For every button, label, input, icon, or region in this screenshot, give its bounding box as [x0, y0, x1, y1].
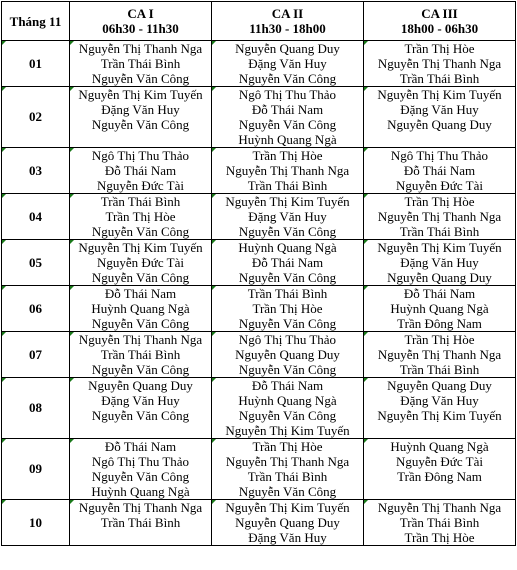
table-row: [2, 439, 516, 455]
shift2-staff-cell: Đặng Văn Huy: [212, 530, 364, 546]
shift3-staff-cell: Trần Thái Bình: [364, 515, 516, 530]
shift3-staff-cell: Ngô Thị Thu Thảo: [364, 148, 516, 164]
table-row: [2, 41, 516, 57]
shift2-staff-cell: Nguyễn Văn Công: [212, 71, 364, 87]
shift3-staff-cell: Trần Thái Bình: [364, 224, 516, 240]
shift1-staff-cell: Đỗ Thái Nam: [70, 286, 212, 302]
shift2-staff-cell: Nguyễn Văn Công: [212, 117, 364, 132]
shift3-staff-cell: Huỳnh Quang Ngà: [364, 301, 516, 316]
shift3-staff-cell: Đặng Văn Huy: [364, 102, 516, 117]
shift2-staff-cell: Nguyễn Văn Công: [212, 408, 364, 423]
shift3-staff-cell: Đỗ Thái Nam: [364, 286, 516, 302]
table-row: [2, 393, 516, 408]
shift3-staff-cell: Nguyễn Thị Thanh Nga: [364, 347, 516, 362]
shift1-staff-cell: Nguyễn Đức Tài: [70, 178, 212, 194]
table-row: [2, 209, 516, 224]
shift1-staff-cell: [70, 132, 212, 148]
table-row: [2, 454, 516, 469]
shift1-staff-cell: Ngô Thị Thu Thảo: [70, 454, 212, 469]
shift1-staff-cell: Nguyễn Đức Tài: [70, 255, 212, 270]
shift3-header: [364, 2, 516, 41]
table-row: [2, 378, 516, 394]
shift3-staff-cell: [364, 423, 516, 439]
table-row: [2, 500, 516, 516]
shift1-staff-cell: Nguyễn Quang Duy: [70, 378, 212, 394]
shift2-staff-cell: Nguyễn Văn Công: [212, 316, 364, 332]
shift2-staff-cell: Nguyễn Quang Duy: [212, 515, 364, 530]
shift1-staff-cell: Nguyễn Thị Thanh Nga: [70, 500, 212, 516]
shift3-staff-cell: Đặng Văn Huy: [364, 255, 516, 270]
shift3-staff-cell: Nguyễn Đức Tài: [364, 178, 516, 194]
shift3-staff-cell: Nguyễn Thị Kim Tuyến: [364, 408, 516, 423]
shift3-staff-cell: Trần Thị Hòe: [364, 41, 516, 57]
table-row: [2, 347, 516, 362]
shift2-header: [212, 2, 364, 41]
shift3-staff-cell: Trần Đông Nam: [364, 316, 516, 332]
table-row: [2, 301, 516, 316]
day-date-cell: 03: [2, 148, 70, 194]
shift3-staff-cell: Nguyễn Thị Thanh Nga: [364, 500, 516, 516]
shift1-staff-cell: Huỳnh Quang Ngà: [70, 301, 212, 316]
shift2-staff-cell: Trần Thái Bình: [212, 469, 364, 484]
shift2-staff-cell: Ngô Thị Thu Thảo: [212, 332, 364, 348]
month-header: Tháng 11: [2, 2, 70, 41]
shift1-staff-cell: Huỳnh Quang Ngà: [70, 484, 212, 500]
shift1-staff-cell: Nguyễn Thị Kim Tuyến: [70, 87, 212, 103]
day-date-cell: 06: [2, 286, 70, 332]
shift1-staff-cell: Nguyễn Văn Công: [70, 362, 212, 378]
shift1-staff-cell: Nguyễn Văn Công: [70, 71, 212, 87]
shift2-staff-cell: Nguyễn Quang Duy: [212, 347, 364, 362]
table-row: [2, 163, 516, 178]
shift1-staff-cell: Trần Thái Bình: [70, 515, 212, 530]
table-row: [2, 423, 516, 439]
shift1-staff-cell: Đặng Văn Huy: [70, 393, 212, 408]
shift2-staff-cell: Đỗ Thái Nam: [212, 255, 364, 270]
shift3-staff-cell: Trần Thị Hòe: [364, 194, 516, 210]
shift2-staff-cell: Nguyễn Thị Thanh Nga: [212, 454, 364, 469]
shift1-staff-cell: Nguyễn Văn Công: [70, 270, 212, 286]
shift2-staff-cell: Huỳnh Quang Ngà: [212, 393, 364, 408]
shift2-staff-cell: Huỳnh Quang Ngà: [212, 132, 364, 148]
shift2-staff-cell: Nguyễn Thị Kim Tuyến: [212, 423, 364, 439]
shift2-staff-cell: Trần Thái Bình: [212, 286, 364, 302]
table-row: [2, 71, 516, 87]
shift3-staff-cell: Đỗ Thái Nam: [364, 163, 516, 178]
shift1-header: [70, 2, 212, 41]
shift3-staff-cell: Trần Đông Nam: [364, 469, 516, 484]
shift2-staff-cell: Đỗ Thái Nam: [212, 102, 364, 117]
table-row: [2, 87, 516, 103]
shift-schedule-table: [1, 1, 516, 546]
shift3-staff-cell: Nguyễn Thị Thanh Nga: [364, 56, 516, 71]
day-date-cell: 08: [2, 378, 70, 439]
shift3-time: 18h00 - 06h30: [400, 21, 479, 36]
table-row: [2, 255, 516, 270]
shift2-staff-cell: Nguyễn Văn Công: [212, 484, 364, 500]
shift3-staff-cell: Nguyễn Quang Duy: [364, 378, 516, 394]
day-date-cell: 01: [2, 41, 70, 87]
shift1-staff-cell: Nguyễn Thị Kim Tuyến: [70, 240, 212, 256]
shift2-staff-cell: Đỗ Thái Nam: [212, 378, 364, 394]
shift3-staff-cell: [364, 484, 516, 500]
table-row: [2, 316, 516, 332]
shift1-staff-cell: Ngô Thị Thu Thảo: [70, 148, 212, 164]
shift3-staff-cell: Nguyễn Thị Thanh Nga: [364, 209, 516, 224]
shift2-staff-cell: Huỳnh Quang Ngà: [212, 240, 364, 256]
shift1-staff-cell: Nguyễn Văn Công: [70, 224, 212, 240]
shift3-staff-cell: Trần Thị Hòe: [364, 332, 516, 348]
shift1-time: 06h30 - 11h30: [102, 21, 179, 36]
shift2-staff-cell: Đặng Văn Huy: [212, 209, 364, 224]
shift1-staff-cell: Trần Thái Bình: [70, 347, 212, 362]
day-date-cell: 02: [2, 87, 70, 148]
shift1-staff-cell: Nguyễn Văn Công: [70, 469, 212, 484]
shift2-staff-cell: Nguyễn Thị Kim Tuyến: [212, 500, 364, 516]
shift2-staff-cell: Nguyễn Văn Công: [212, 362, 364, 378]
shift3-staff-cell: Nguyễn Thị Kim Tuyến: [364, 87, 516, 103]
shift1-staff-cell: [70, 423, 212, 439]
schedule-body: [2, 41, 516, 546]
shift3-staff-cell: [364, 132, 516, 148]
day-date-cell: 05: [2, 240, 70, 286]
table-row: [2, 270, 516, 286]
shift2-staff-cell: Ngô Thị Thu Thảo: [212, 87, 364, 103]
day-date-cell: 09: [2, 439, 70, 500]
shift2-staff-cell: Nguyễn Quang Duy: [212, 41, 364, 57]
shift3-staff-cell: Trần Thái Bình: [364, 362, 516, 378]
shift2-staff-cell: Nguyễn Thị Kim Tuyến: [212, 194, 364, 210]
table-row: [2, 469, 516, 484]
table-row: [2, 102, 516, 117]
shift1-staff-cell: Nguyễn Thị Thanh Nga: [70, 41, 212, 57]
shift3-staff-cell: Huỳnh Quang Ngà: [364, 439, 516, 455]
shift1-staff-cell: Nguyễn Thị Thanh Nga: [70, 332, 212, 348]
shift2-staff-cell: Trần Thị Hòe: [212, 148, 364, 164]
table-row: [2, 332, 516, 348]
shift3-staff-cell: Trần Thái Bình: [364, 71, 516, 87]
table-row: [2, 408, 516, 423]
shift2-staff-cell: Đặng Văn Huy: [212, 56, 364, 71]
table-row: [2, 530, 516, 546]
table-row: [2, 224, 516, 240]
shift3-staff-cell: Nguyễn Quang Duy: [364, 270, 516, 286]
shift1-staff-cell: Đỗ Thái Nam: [70, 439, 212, 455]
shift2-staff-cell: Nguyễn Văn Công: [212, 270, 364, 286]
shift2-staff-cell: Trần Thị Hòe: [212, 301, 364, 316]
shift1-staff-cell: Trần Thái Bình: [70, 194, 212, 210]
table-row: [2, 132, 516, 148]
shift1-staff-cell: [70, 530, 212, 546]
shift2-name: CA II: [271, 6, 304, 21]
shift1-staff-cell: Đỗ Thái Nam: [70, 163, 212, 178]
table-row: [2, 117, 516, 132]
day-date-cell: 04: [2, 194, 70, 240]
shift3-staff-cell: Nguyễn Quang Duy: [364, 117, 516, 132]
shift2-time: 11h30 - 18h00: [249, 21, 326, 36]
table-row: [2, 484, 516, 500]
shift1-staff-cell: Nguyễn Văn Công: [70, 408, 212, 423]
shift3-staff-cell: Nguyễn Thị Kim Tuyến: [364, 240, 516, 256]
shift1-staff-cell: Nguyễn Văn Công: [70, 117, 212, 132]
shift3-staff-cell: Nguyễn Đức Tài: [364, 454, 516, 469]
shift3-staff-cell: Đặng Văn Huy: [364, 393, 516, 408]
shift1-staff-cell: Đặng Văn Huy: [70, 102, 212, 117]
shift3-staff-cell: Trần Thị Hòe: [364, 530, 516, 546]
table-row: [2, 56, 516, 71]
shift1-staff-cell: Nguyễn Văn Công: [70, 316, 212, 332]
table-row: [2, 515, 516, 530]
table-row: [2, 362, 516, 378]
shift2-staff-cell: Nguyễn Văn Công: [212, 224, 364, 240]
day-date-cell: 10: [2, 500, 70, 546]
table-row: [2, 240, 516, 256]
table-row: [2, 178, 516, 194]
shift2-staff-cell: Nguyễn Thị Thanh Nga: [212, 163, 364, 178]
table-row: [2, 148, 516, 164]
shift1-staff-cell: Trần Thị Hòe: [70, 209, 212, 224]
shift2-staff-cell: Trần Thị Hòe: [212, 439, 364, 455]
shift1-staff-cell: Trần Thái Bình: [70, 56, 212, 71]
table-row: [2, 286, 516, 302]
day-date-cell: 07: [2, 332, 70, 378]
header-row: [2, 2, 516, 41]
shift3-name: CA III: [421, 6, 458, 21]
shift1-name: CA I: [127, 6, 154, 21]
shift2-staff-cell: Trần Thái Bình: [212, 178, 364, 194]
table-row: [2, 194, 516, 210]
